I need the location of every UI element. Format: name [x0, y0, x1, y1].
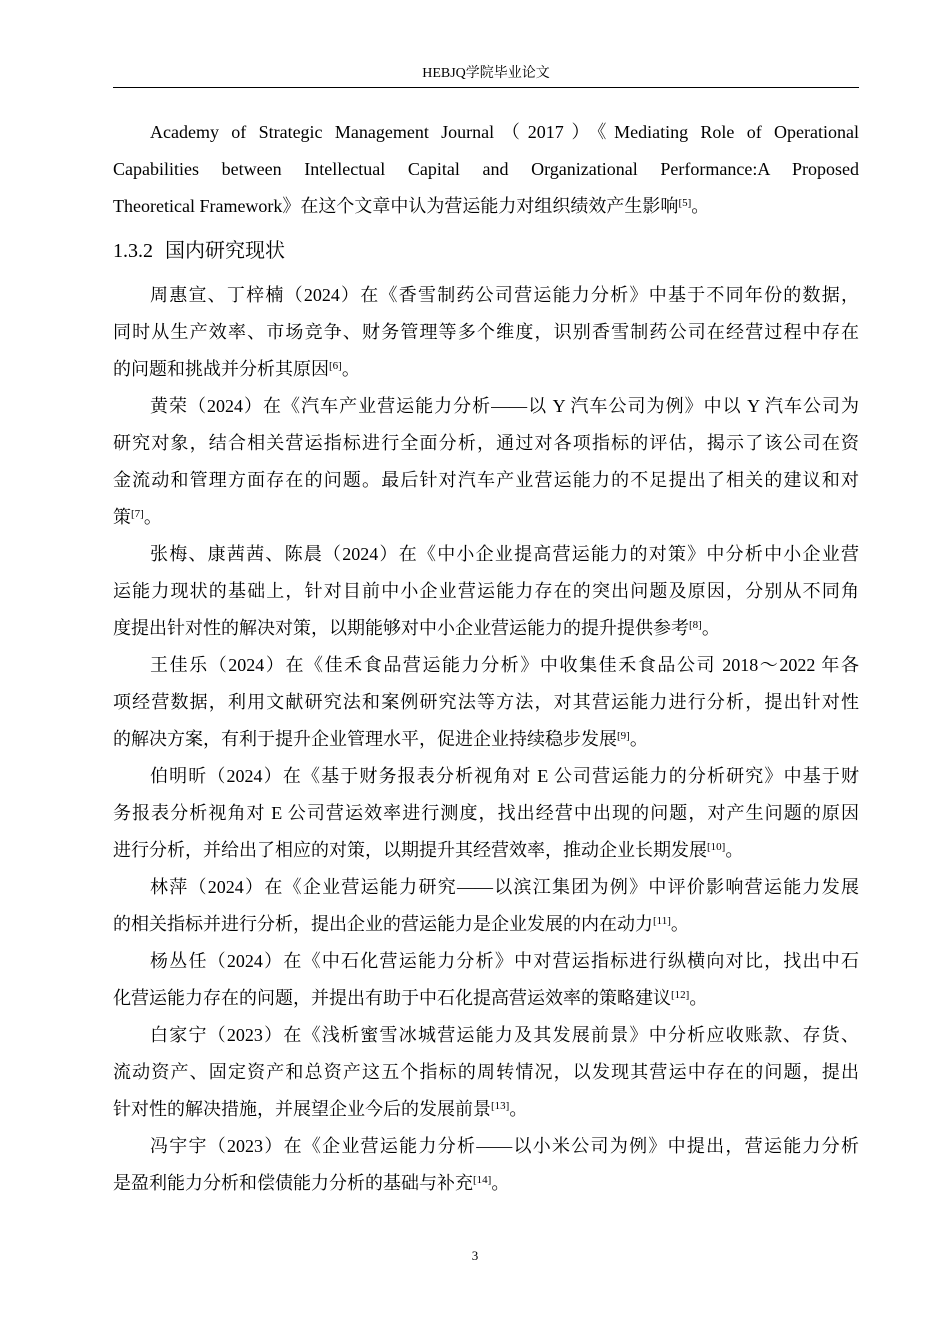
paragraph-line	[113, 943, 859, 980]
paragraph-line	[113, 721, 859, 758]
sentence-end: 。	[143, 507, 162, 527]
citation-ref: [8]	[689, 619, 702, 631]
paragraph	[113, 114, 859, 225]
line-text: 的解决方案，有利于提升企业管理水平，促进企业持续稳步发展	[113, 729, 617, 749]
line-text: 张梅、康茜茜、陈晨（2024）在《中小企业提高营运能力的对策》中分析中小企业营	[150, 544, 859, 564]
paragraph-line	[113, 610, 859, 647]
sentence-end: 。	[341, 359, 360, 379]
sentence-end: 。	[629, 729, 648, 749]
citation-ref: [12]	[671, 989, 690, 1001]
sentence-end: 。	[689, 988, 708, 1008]
paragraph	[113, 277, 859, 388]
paragraph-line	[113, 188, 859, 225]
paragraph-line	[113, 1091, 859, 1128]
sentence-end: 。	[725, 840, 744, 860]
line-text: 黄荣（2024）在《汽车产业营运能力分析——以 Y 汽车公司为例》中以 Y 汽车公司为	[150, 396, 859, 416]
section-heading	[113, 225, 859, 277]
line-text: 策	[113, 507, 131, 527]
sentence-end: 。	[691, 196, 710, 216]
line-text: Academy of Strategic Management Journal（2017）《Mediating Role of Operational	[150, 122, 859, 142]
paragraph	[113, 388, 859, 536]
line-text: Capabilities between Intellectual Capital and Organizational Performance:A Proposed	[113, 159, 859, 179]
line-text: 林萍（2024）在《企业营运能力研究——以滨江集团为例》中评价影响营运能力发展	[150, 877, 859, 897]
paragraph-line	[113, 869, 859, 906]
line-text: 流动资产、固定资产和总资产这五个指标的周转情况，以发现其营运中存在的问题，提出	[113, 1062, 859, 1082]
line-text: 王佳乐（2024）在《佳禾食品营运能力分析》中收集佳禾食品公司 2018～2022 年各	[150, 655, 859, 675]
line-text: 务报表分析视角对 E 公司营运效率进行测度，找出经营中出现的问题，对产生问题的原因	[113, 803, 859, 823]
line-text: Theoretical Framework》在这个文章中认为营运能力对组织绩效产生影响	[113, 196, 679, 216]
paragraph-line	[113, 647, 859, 684]
line-text: 周惠宣、丁梓楠（2024）在《香雪制药公司营运能力分析》中基于不同年份的数据，	[150, 285, 859, 305]
paragraph-line	[113, 536, 859, 573]
paragraph-line	[113, 1128, 859, 1165]
paragraph-line	[113, 499, 859, 536]
paragraph	[113, 647, 859, 758]
line-text: 同时从生产效率、市场竞争、财务管理等多个维度，识别香雪制药公司在经营过程中存在	[113, 322, 859, 342]
sentence-end: 。	[509, 1099, 528, 1119]
paragraph-line	[113, 906, 859, 943]
page-number: 3	[471, 1248, 479, 1263]
citation-ref: [14]	[473, 1174, 492, 1186]
header-divider	[113, 87, 859, 88]
line-text: 化营运能力存在的问题，并提出有助于中石化提高营运效率的策略建议	[113, 988, 671, 1008]
paragraph	[113, 943, 859, 1017]
line-text: 项经营数据，利用文献研究法和案例研究法等方法，对其营运能力进行分析，提出针对性	[113, 692, 859, 712]
paragraph-line	[113, 573, 859, 610]
page-header: HEBJQ学院毕业论文	[422, 66, 550, 81]
sentence-end: 。	[701, 618, 720, 638]
document-body	[113, 114, 859, 1202]
paragraph-line	[113, 114, 859, 151]
line-text: 白家宁（2023）在《浅析蜜雪冰城营运能力及其发展前景》中分析应收账款、存货、	[150, 1025, 859, 1045]
paragraph-line	[113, 314, 859, 351]
citation-ref: [5]	[678, 197, 692, 209]
paragraph-line	[113, 1017, 859, 1054]
section-title: 国内研究现状	[165, 240, 285, 262]
citation-ref: [9]	[617, 730, 630, 742]
paragraph-line	[113, 684, 859, 721]
line-text: 是盈利能力分析和偿债能力分析的基础与补充	[113, 1173, 473, 1193]
line-text: 度提出针对性的解决对策，以期能够对中小企业营运能力的提升提供参考	[113, 618, 689, 638]
paragraph-line	[113, 980, 859, 1017]
citation-ref: [7]	[131, 508, 144, 520]
paragraph	[113, 869, 859, 943]
citation-ref: [10]	[707, 841, 726, 853]
line-text: 杨丛任（2024）在《中石化营运能力分析》中对营运指标进行纵横向对比，找出中石	[150, 951, 859, 971]
paragraph-line	[113, 832, 859, 869]
paragraph	[113, 1017, 859, 1128]
paragraph	[113, 1128, 859, 1202]
paragraph-line	[113, 1165, 859, 1202]
paragraph-line	[113, 1054, 859, 1091]
paragraph-line	[113, 795, 859, 832]
sentence-end: 。	[491, 1173, 510, 1193]
section-number: 1.3.2	[113, 240, 153, 262]
citation-ref: [6]	[329, 360, 342, 372]
paragraph-line	[113, 151, 859, 188]
paragraph-line	[113, 425, 859, 462]
paragraph	[113, 536, 859, 647]
paragraph-line	[113, 388, 859, 425]
paragraph	[113, 758, 859, 869]
paragraph-line	[113, 277, 859, 314]
sentence-end: 。	[670, 914, 689, 934]
citation-ref: [13]	[491, 1100, 510, 1112]
line-text: 金流动和管理方面存在的问题。最后针对汽车产业营运能力的不足提出了相关的建议和对	[113, 470, 859, 490]
paragraph-line	[113, 758, 859, 795]
paragraph-line	[113, 462, 859, 499]
citation-ref: [11]	[653, 915, 671, 927]
line-text: 进行分析，并给出了相应的对策，以期提升其经营效率，推动企业长期发展	[113, 840, 707, 860]
line-text: 的相关指标并进行分析，提出企业的营运能力是企业发展的内在动力	[113, 914, 653, 934]
line-text: 的问题和挑战并分析其原因	[113, 359, 329, 379]
line-text: 研究对象，结合相关营运指标进行全面分析，通过对各项指标的评估，揭示了该公司在资	[113, 433, 859, 453]
line-text: 伯明昕（2024）在《基于财务报表分析视角对 E 公司营运能力的分析研究》中基于财	[150, 766, 859, 786]
line-text: 冯宇宇（2023）在《企业营运能力分析——以小米公司为例》中提出，营运能力分析	[150, 1136, 859, 1156]
line-text: 运能力现状的基础上，针对目前中小企业营运能力存在的突出问题及原因，分别从不同角	[113, 581, 859, 601]
paragraph-line	[113, 351, 859, 388]
line-text: 针对性的解决措施，并展望企业今后的发展前景	[113, 1099, 491, 1119]
